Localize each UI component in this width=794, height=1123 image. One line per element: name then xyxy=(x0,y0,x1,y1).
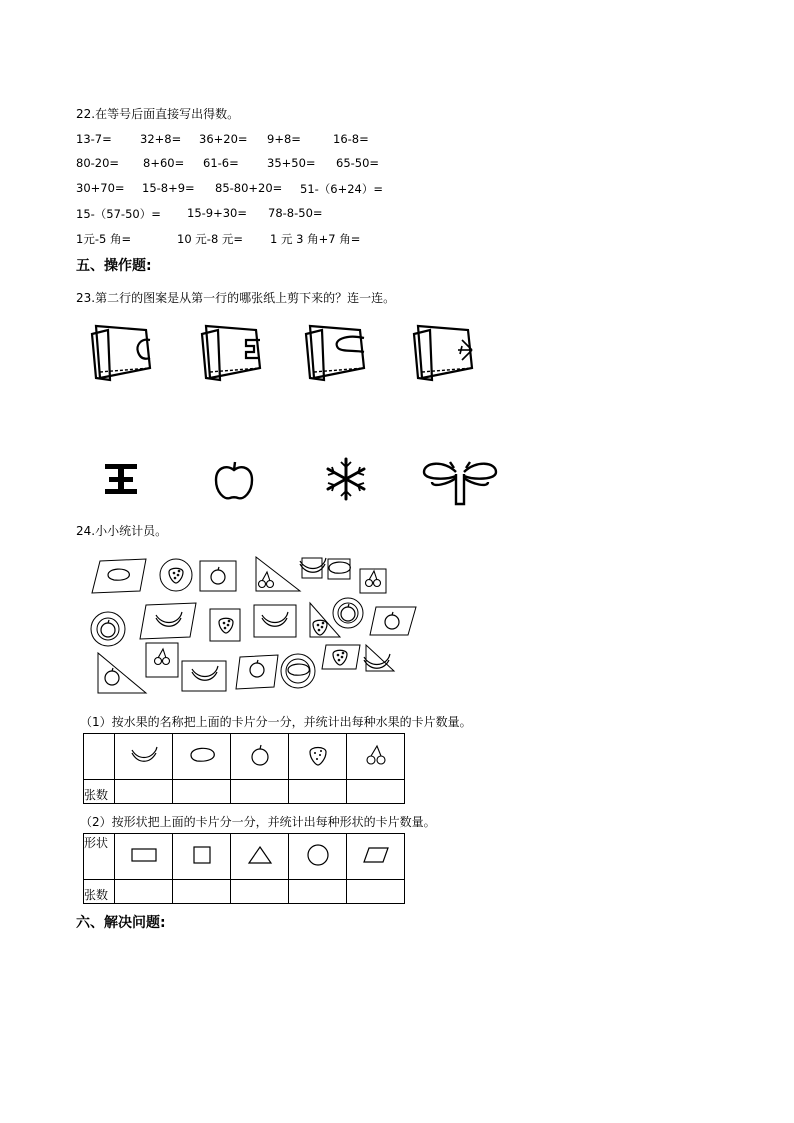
section-6-heading: 六、解决问题: xyxy=(76,915,166,931)
shape-count-table xyxy=(83,833,405,904)
expr: 1元-5 角= xyxy=(76,232,132,246)
mango-icon xyxy=(173,734,231,780)
header-blank-cell xyxy=(84,734,115,780)
expr: 15-9+30= xyxy=(187,206,248,220)
answer-cell[interactable] xyxy=(115,880,173,904)
fruit-cards-group xyxy=(90,553,420,698)
answer-cell[interactable] xyxy=(289,880,347,904)
answer-cell[interactable] xyxy=(347,780,405,804)
folded-paper-snowflake-icon xyxy=(410,322,486,384)
count-label: 张数 xyxy=(84,780,115,804)
answer-cell[interactable] xyxy=(173,780,231,804)
expr: 78-8-50= xyxy=(268,206,323,220)
pattern-dragonfly-icon xyxy=(420,458,500,508)
expr: 15-（57-50）= xyxy=(76,207,161,221)
expr: 16-8= xyxy=(333,132,369,146)
expr: 80-20= xyxy=(76,156,120,170)
circle-icon xyxy=(289,834,347,880)
expr: 1 元 3 角+7 角= xyxy=(270,232,361,246)
expr: 65-50= xyxy=(336,156,380,170)
expr: 15-8+9= xyxy=(142,181,195,195)
expr: 8+60= xyxy=(143,156,185,170)
answer-cell[interactable] xyxy=(347,880,405,904)
answer-cell[interactable] xyxy=(115,780,173,804)
answer-cell[interactable] xyxy=(231,880,289,904)
section-5-heading: 五、操作题: xyxy=(76,258,152,274)
expr: 51-（6+24）= xyxy=(300,182,384,196)
pattern-king-icon xyxy=(103,462,139,496)
apple-icon xyxy=(231,734,289,780)
expr: 30+70= xyxy=(76,181,125,195)
answer-cell[interactable] xyxy=(289,780,347,804)
cherry-icon xyxy=(347,734,405,780)
expr: 9+8= xyxy=(267,132,301,146)
expr: 10 元-8 元= xyxy=(177,232,244,246)
expr: 35+50= xyxy=(267,156,316,170)
q24-part1: （1）按水果的名称把上面的卡片分一分，并统计出每种水果的卡片数量。 xyxy=(80,715,472,729)
q24-part2: （2）按形状把上面的卡片分一分，并统计出每种形状的卡片数量。 xyxy=(80,815,436,829)
expr: 13-7= xyxy=(76,132,112,146)
q22-title: 22.在等号后面直接写出得数。 xyxy=(76,107,240,121)
count-label: 张数 xyxy=(84,880,115,904)
answer-cell[interactable] xyxy=(231,780,289,804)
expr: 36+20= xyxy=(199,132,248,146)
folded-paper-king-icon xyxy=(198,322,270,384)
triangle-icon xyxy=(231,834,289,880)
pattern-apple-icon xyxy=(212,458,256,502)
expr: 85-80+20= xyxy=(215,181,283,195)
rectangle-icon xyxy=(115,834,173,880)
answer-cell[interactable] xyxy=(173,880,231,904)
expr: 61-6= xyxy=(203,156,239,170)
parallelogram-icon xyxy=(347,834,405,880)
strawberry-icon xyxy=(289,734,347,780)
banana-icon xyxy=(115,734,173,780)
folded-paper-dragonfly-icon xyxy=(302,322,374,384)
q23-title: 23.第二行的图案是从第一行的哪张纸上剪下来的？连一连。 xyxy=(76,291,396,305)
expr: 32+8= xyxy=(140,132,182,146)
q24-title: 24.小小统计员。 xyxy=(76,524,168,538)
fruit-count-table xyxy=(83,733,405,804)
square-icon xyxy=(173,834,231,880)
shape-label: 形状 xyxy=(84,834,115,880)
folded-paper-apple-icon xyxy=(88,322,160,384)
pattern-snowflake-icon xyxy=(323,456,369,502)
